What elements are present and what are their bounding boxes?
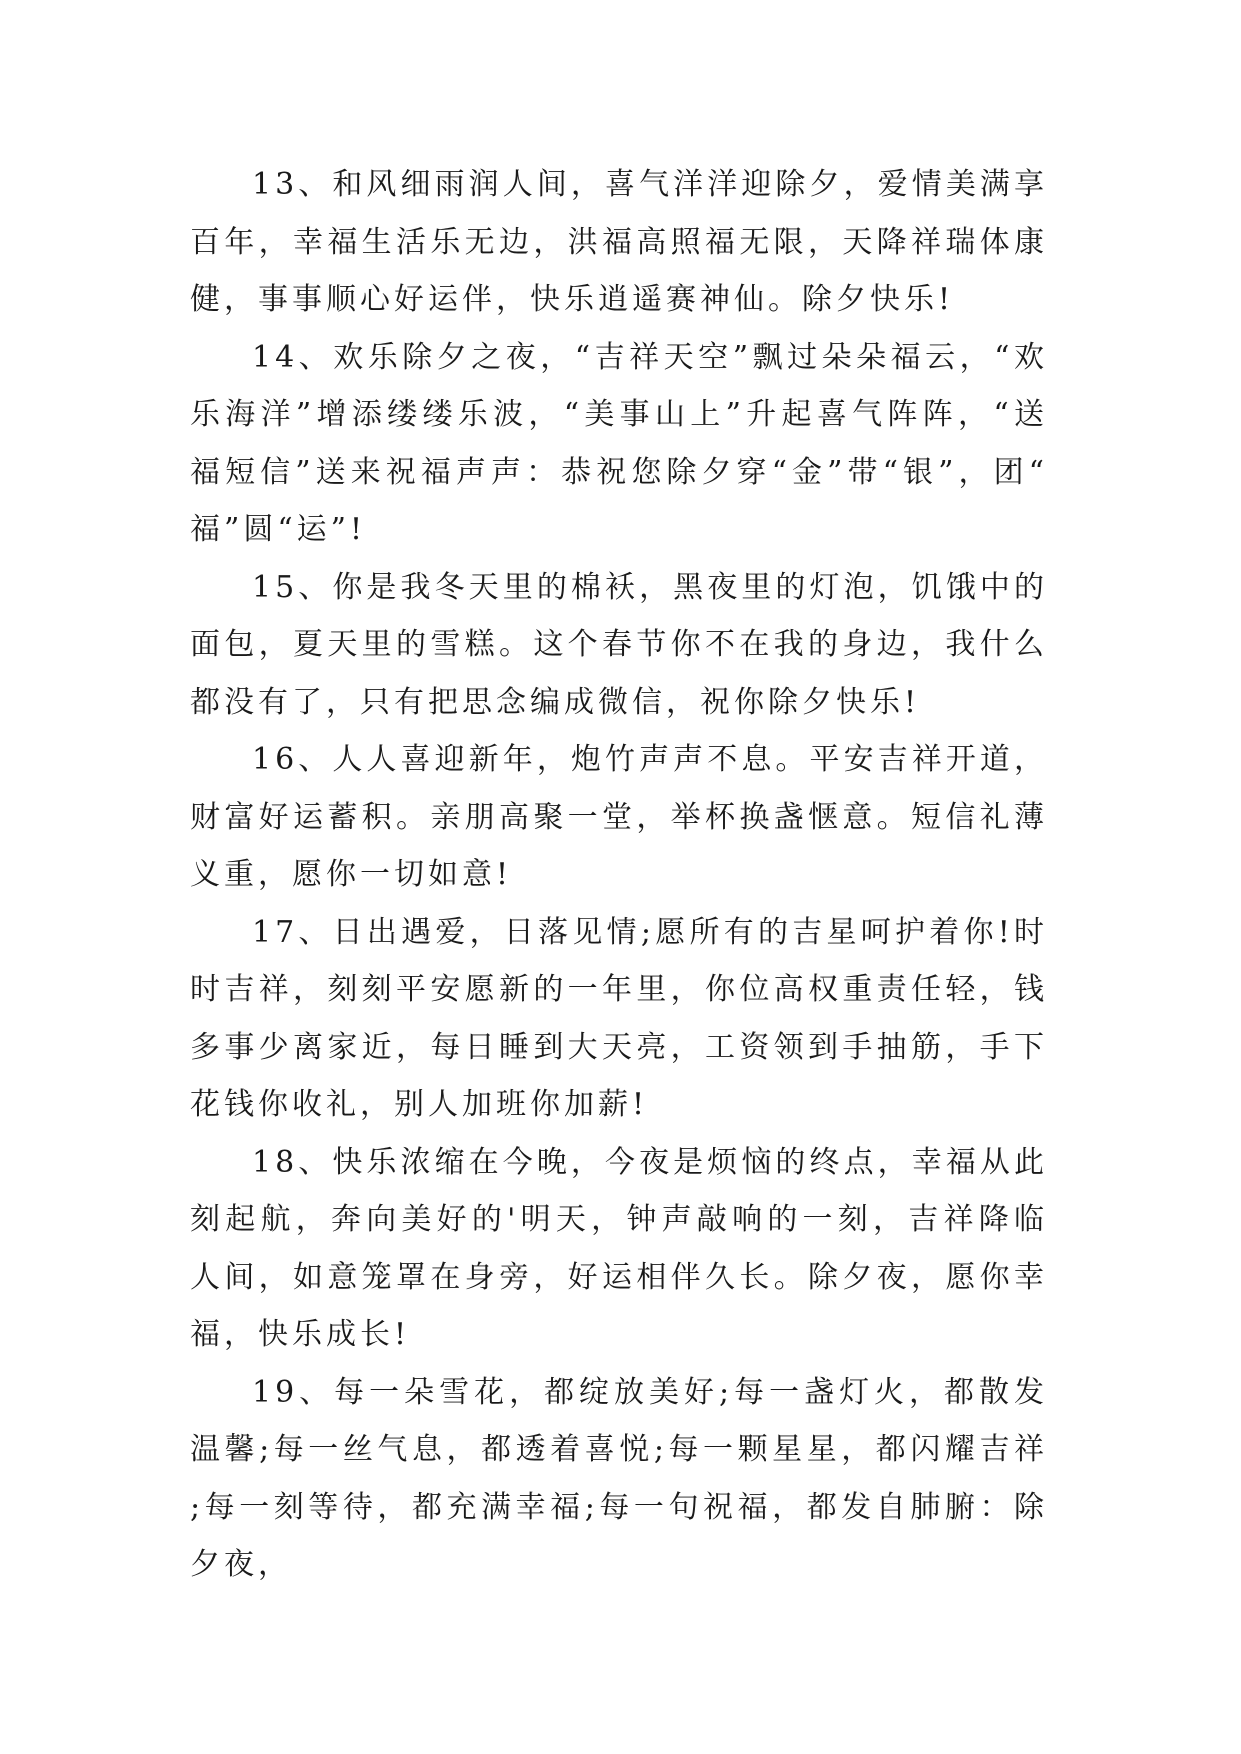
paragraph-16: 16、人人喜迎新年，炮竹声声不息。平安吉祥开道，财富好运蓄积。亲朋高聚一堂，举杯换盏惬意。短信礼薄义重，愿你一切如意!: [190, 742, 1048, 892]
document-body: [190, 156, 1048, 1594]
paragraph-14: 14、欢乐除夕之夜，“吉祥天空”飘过朵朵福云，“欢乐海洋”增添缕缕乐波，“美事山上”升起喜气阵阵，“送福短信”送来祝福声声：恭祝您除夕穿“金”带“银”，团“福”圆“运”!: [190, 339, 1048, 547]
paragraph-18: 18、快乐浓缩在今晚，今夜是烦恼的终点，幸福从此刻起航，奔向美好的'明天，钟声敲响的一刻，吉祥降临人间，如意笼罩在身旁，好运相伴久长。除夕夜，愿你幸福，快乐成长!: [190, 1144, 1048, 1352]
paragraph-15: 15、你是我冬天里的棉袄，黑夜里的灯泡，饥饿中的面包，夏天里的雪糕。这个春节你不在我的身边，我什么都没有了，只有把思念编成微信，祝你除夕快乐!: [190, 569, 1048, 720]
paragraph-13: 13、和风细雨润人间，喜气洋洋迎除夕，爱情美满享百年，幸福生活乐无边，洪福高照福无限，天降祥瑞体康健，事事顺心好运伴，快乐逍遥赛神仙。除夕快乐!: [190, 167, 1048, 317]
paragraph-17: 17、日出遇爱，日落见情;愿所有的吉星呵护着你!时时吉祥，刻刻平安愿新的一年里，你位高权重责任轻，钱多事少离家近，每日睡到大天亮，工资领到手抽筋，手下花钱你收礼，别人加班你加薪!: [190, 914, 1048, 1122]
paragraph-19: 19、每一朵雪花，都绽放美好;每一盏灯火，都散发温馨;每一丝气息，都透着喜悦;每一颗星星，都闪耀吉祥;每一刻等待，都充满幸福;每一句祝福，都发自肺腑：除夕夜，: [190, 1374, 1048, 1582]
